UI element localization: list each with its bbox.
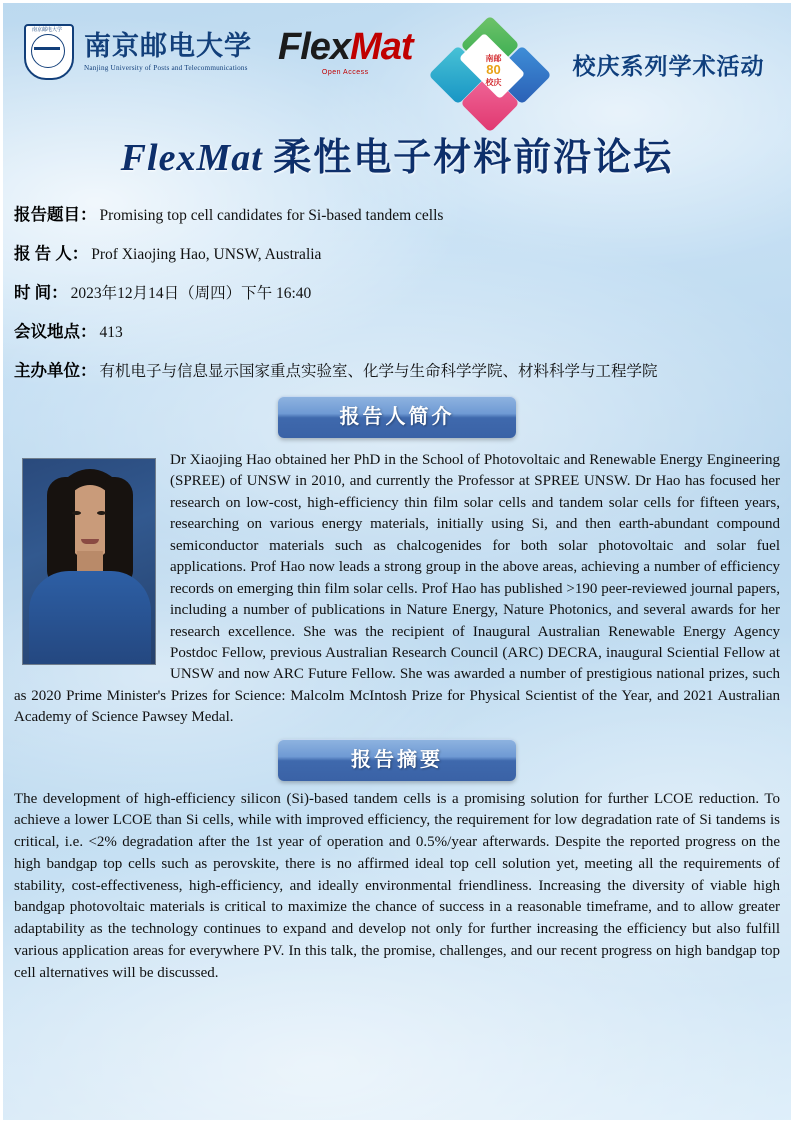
portrait-body-shape [29,571,151,665]
abstract-banner-wrap [0,739,794,781]
event-info [0,185,794,381]
info-row-venue [14,318,780,342]
anniversary-series-title: 校庆系列学术活动 [572,54,765,79]
abstract-text: The development of high-efficiency silicon (Si)-based tandem cells is a promising solution for further LCOE reduction. To achieve a lower LCOE than Si cells, while with improved efficiency, the requirement for low degradation rate of Si tandems is critical, i.e. <2% degradation after the 1st year of operation and 0.5%/year afterwards. Despite the reported progress on the high bandgap top cells such as perovskite, there is no affirmed ideal top cell solution yet, meeting all the requirements of stability, cost-effectiveness, high-efficiency, and ideally environmental friendliness. Increasing the diversity of viable high bandgap photovoltaic materials is critical to maximize the chance of success in a reasonable timeframe, and to allow greater adaptability as the technology continues to expand and develop not only for further increasing the efficiency but also fulfill various application areas for everywhere PV. In this talk, the promise, challenges, and our recent progress on high bandgap top cell alternatives will be discussed. [14,790,780,981]
speaker-bio-section [0,446,794,729]
portrait-hair-right [105,477,133,585]
info-value-speaker: Prof Xiaojing Hao, UNSW, Australia [91,246,322,263]
abstract-section [0,789,794,995]
bio-section-banner: 报告人简介 [278,396,516,438]
info-label-venue: 会议地点： [14,322,97,341]
university-name-en: Nanjing University of Posts and Telecommunications [84,64,248,73]
info-label-organizer: 主办单位： [14,361,97,380]
info-label-topic: 报告题目： [14,205,97,224]
anniversary-label-line2: 校庆 [485,78,502,88]
info-label-time: 时 间： [14,283,68,302]
portrait-eye-left [72,511,81,515]
flexmat-word-mat: Mat [350,26,413,68]
info-row-time [14,279,780,303]
portrait-eye-right [97,511,106,515]
page-title-cjk: 柔性电子材料前沿论坛 [273,137,674,179]
crest-top-text: 南京邮电大学 [31,28,62,33]
info-value-venue: 413 [99,324,123,341]
university-name-block [84,33,252,72]
university-logo [18,22,252,84]
info-label-speaker: 报 告 人： [14,244,89,263]
page-title-latin: FlexMat [120,137,274,179]
info-row-topic [14,201,780,225]
bio-banner-wrap [0,396,794,438]
abstract-section-banner: 报告摘要 [278,739,516,781]
crest-inner-circle [31,34,65,68]
speaker-bio-text: Dr Xiaojing Hao obtained her PhD in the School of Photovoltaic and Renewable Energy Engineering (SPREE) of UNSW in 2010, and currently the Professor at SPREE UNSW. Dr Hao has focused her research on low-cost, high-efficiency thin film solar cells and tandem solar cells for fifteen years, researching on various energy materials, initially using Si, and then earth-abundant compound semiconductor materials such as chalcogenides for both solar photovoltaic and solar fuel applications. Prof Hao now leads a strong group in the above areas, achieving a number of efficiency records on emerging thin film solar cells. Prof Hao has published >190 peer-reviewed journal papers, including a number of publications in Nature Energy, Nature Photonics, and several awards for her research excellence. She was the recipient of Inaugural Australian Renewable Energy Agency Postdoc Fellow, previous Australian Research Council (ARC) DECRA, inaugural Sciential Fellow at UNSW and now ARC Future Fellow. She was awarded a number of prestigious national prizes, such as 2020 Prime Minister's Prizes for Science: Malcolm McIntosh Prize for Physical Scientist of the Year, and 2021 Australian Academy of Science Pawsey Medal. [14,452,780,726]
flexmat-word-flex: Flex [278,26,351,68]
anniversary-label-line1: 南邮 [485,54,502,63]
flexmat-logo [278,28,413,76]
speaker-portrait [22,458,156,665]
info-row-speaker [14,240,780,264]
flexmat-openaccess-label: Open Access [321,69,369,76]
portrait-mouth [81,539,99,544]
page-title [0,126,794,181]
flexmat-wordmark [278,28,413,66]
crest-bar-shape [34,47,60,50]
poster-header [0,0,794,120]
anniversary-label-number: 80 [486,62,501,78]
info-value-time: 2023年12月14日（周四）下午 16:40 [70,285,312,302]
info-row-organizer [14,357,780,381]
anniversary-label [471,54,517,87]
university-crest-icon [18,22,76,84]
portrait-hair-left [47,477,75,585]
anniversary-logo-icon [435,24,553,106]
info-value-organizer: 有机电子与信息显示国家重点实验室、化学与生命科学学院、材料科学与工程学院 [99,363,658,380]
university-name-cn: 南京邮电大学 [84,31,252,62]
info-value-topic: Promising top cell candidates for Si-based tandem cells [99,207,444,224]
